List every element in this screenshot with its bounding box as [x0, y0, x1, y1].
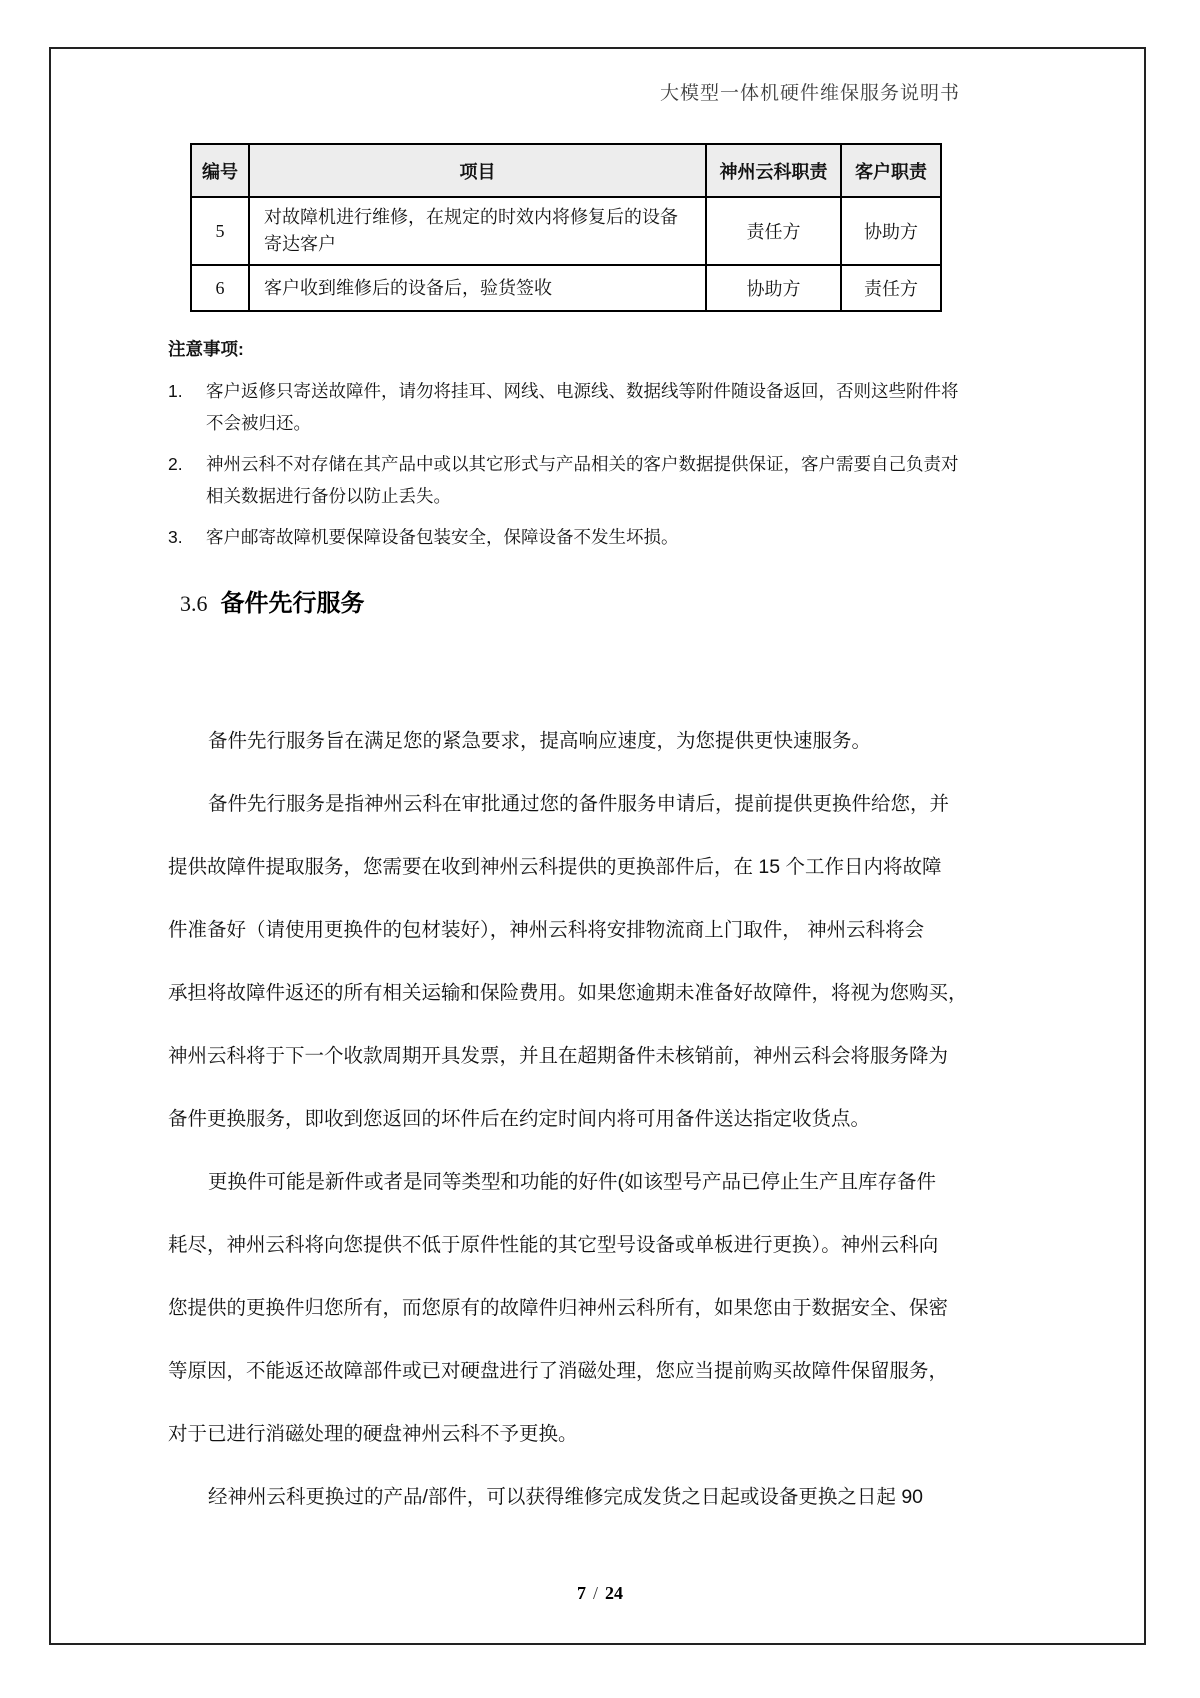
paragraph-line: 承担将故障件返还的所有相关运输和保险费用。如果您逾期未准备好故障件，将视为您购买， — [168, 982, 968, 1004]
page-number: 7 — [576, 1583, 586, 1603]
table-row — [191, 265, 941, 311]
notes-title: 注意事项: — [168, 339, 244, 359]
notes-section — [168, 336, 968, 553]
paragraph-line: 备件先行服务旨在满足您的紧急要求，提高响应速度，为您提供更快速服务。 — [208, 730, 872, 752]
page-number-separator: / — [592, 1583, 598, 1603]
note-line: 客户返修只寄送故障件，请勿将挂耳、网线、电源线、数据线等附件随设备返回，否则这些附件将 — [206, 381, 959, 401]
paragraph-line: 您提供的更换件归您所有，而您原有的故障件归神州云科所有，如果您由于数据安全、保密 — [168, 1297, 949, 1319]
paragraph-line: 提供故障件提取服务，您需要在收到神州云科提供的更换部件后，在 15 个工作日内将故障 — [168, 856, 942, 878]
paragraph-line: 备件更换服务，即收到您返回的坏件后在约定时间内将可用备件送达指定收货点。 — [168, 1108, 871, 1130]
paragraph-line: 神州云科将于下一个收款周期开具发票，并且在超期备件未核销前，神州云科会将服务降为 — [168, 1045, 949, 1067]
note-line: 相关数据进行备份以防止丢失。 — [206, 486, 451, 506]
responsibility-table — [190, 143, 942, 312]
col-header-item: 项目 — [249, 144, 706, 197]
list-item — [168, 375, 968, 439]
cell-vendor-role: 责任方 — [706, 197, 841, 265]
section-heading — [180, 583, 365, 618]
list-item-number: 3. — [168, 527, 183, 547]
paragraph-line: 等原因，不能返还故障部件或已对硬盘进行了消磁处理，您应当提前购买故障件保留服务， — [168, 1360, 949, 1382]
list-item-text — [206, 448, 968, 512]
page-total: 24 — [605, 1583, 623, 1603]
table-row — [191, 197, 941, 265]
list-item — [168, 448, 968, 512]
cell-customer-role: 协助方 — [841, 197, 941, 265]
list-item-text — [206, 375, 968, 439]
cell-number: 6 — [191, 265, 249, 311]
note-line: 神州云科不对存储在其产品中或以其它形式与产品相关的客户数据提供保证，客户需要自己负责对 — [206, 454, 959, 474]
paragraph-line: 备件先行服务是指神州云科在审批通过您的备件服务申请后，提前提供更换件给您，并 — [208, 793, 950, 815]
cell-number: 5 — [191, 197, 249, 265]
section-number: 3.6 — [180, 591, 208, 616]
section-body — [168, 710, 968, 1529]
table-header-row — [191, 144, 941, 197]
cell-item: 客户收到维修后的设备后，验货签收 — [249, 265, 706, 311]
list-item-number: 1. — [168, 381, 183, 401]
document-header-title: 大模型一体机硬件维保服务说明书 — [659, 83, 960, 104]
section-title: 备件先行服务 — [220, 590, 365, 617]
col-header-vendor-role: 神州云科职责 — [706, 144, 841, 197]
paragraph-line: 经神州云科更换过的产品/部件，可以获得维修完成发货之日起或设备更换之日起 90 — [208, 1486, 924, 1508]
paragraph-line: 耗尽，神州云科将向您提供不低于原件性能的其它型号设备或单板进行更换）。神州云科向 — [168, 1234, 939, 1256]
col-header-number: 编号 — [191, 144, 249, 197]
paragraph-line: 更换件可能是新件或者是同等类型和功能的好件(如该型号产品已停止生产且库存备件 — [208, 1171, 936, 1193]
col-header-customer-role: 客户职责 — [841, 144, 941, 197]
list-item-number: 2. — [168, 454, 183, 474]
paragraph-line: 件准备好（请使用更换件的包材装好），神州云科将安排物流商上门取件， 神州云科将会 — [168, 919, 925, 941]
note-line: 不会被归还。 — [206, 413, 311, 433]
page-footer — [0, 1583, 1200, 1604]
cell-customer-role: 责任方 — [841, 265, 941, 311]
cell-item: 对故障机进行维修，在规定的时效内将修复后的设备寄达客户 — [249, 197, 706, 265]
paragraph-line: 对于已进行消磁处理的硬盘神州云科不予更换。 — [168, 1423, 578, 1445]
list-item-text — [206, 521, 968, 553]
note-line: 客户邮寄故障机要保障设备包装安全，保障设备不发生坏损。 — [206, 527, 679, 547]
cell-vendor-role: 协助方 — [706, 265, 841, 311]
list-item — [168, 521, 968, 553]
